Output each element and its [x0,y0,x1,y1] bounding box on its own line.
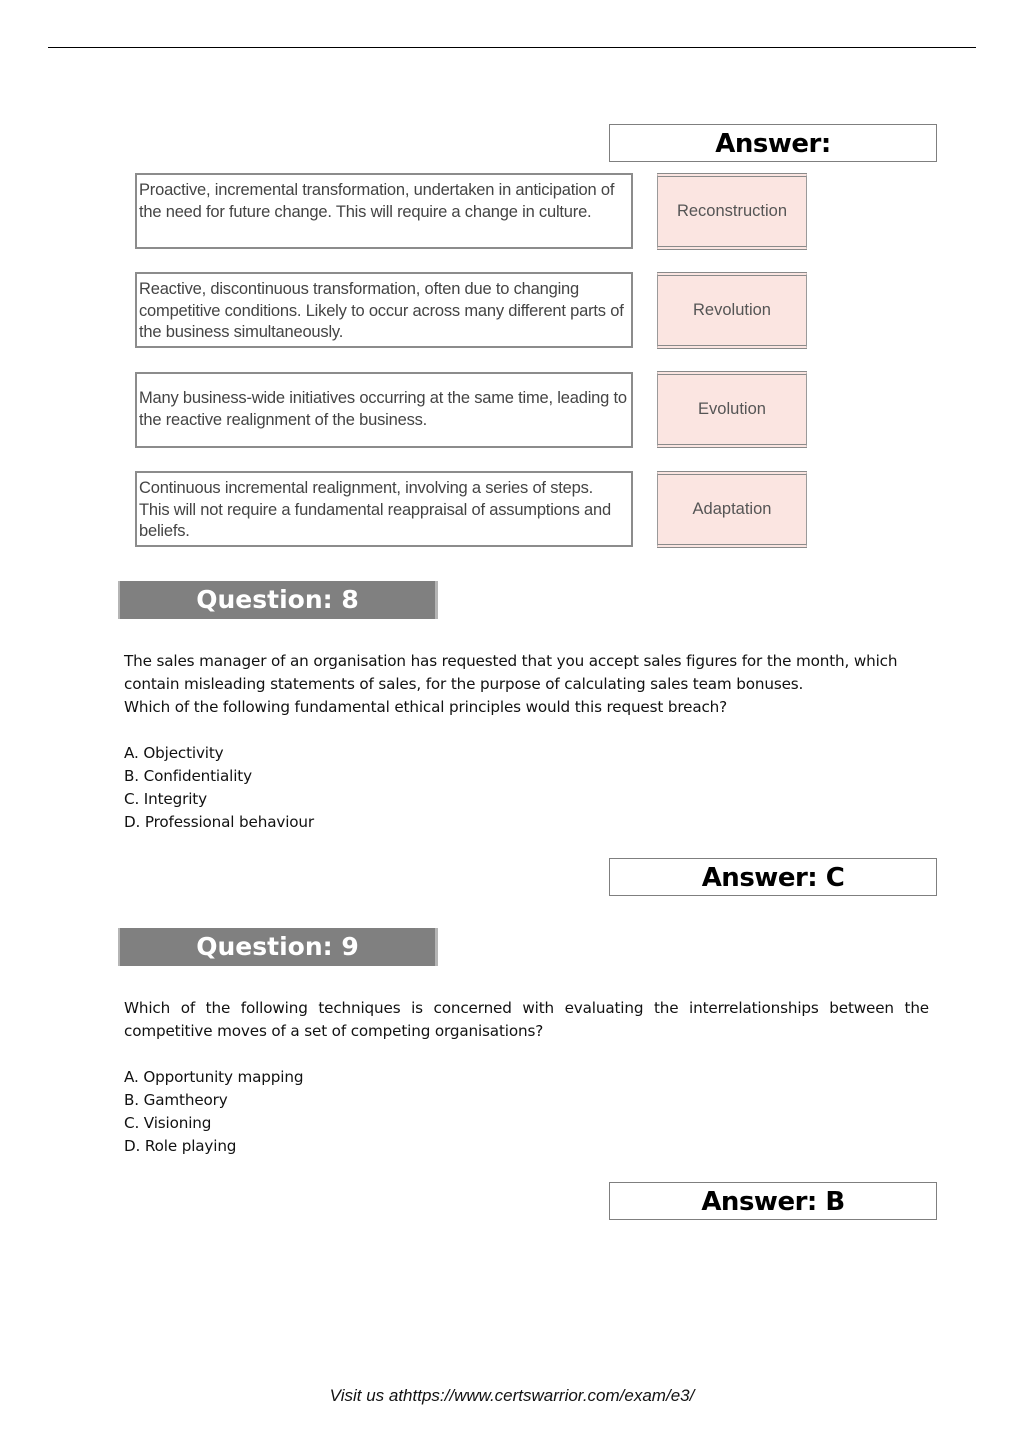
answer-label: Answer: [715,129,831,159]
question-9-options [124,1066,303,1158]
option-c: C. Integrity [124,790,207,808]
question-9-header: Question: 9 [118,928,438,966]
answer-box-q7 [609,124,937,162]
question-8-text [124,650,929,719]
question-8-stem: The sales manager of an organisation has requested that you accept sales figures for the month, which contain misleading statements of sales, for the purpose of calculating sales team bonuses. [124,652,898,693]
answer-box-q9 [609,1182,937,1220]
answer-box-q8 [609,858,937,896]
match-term-label: Revolution [693,301,771,319]
match-description-4: Continuous incremental realignment, involving a series of steps. This will not require a fundamental reappraisal of assumptions and beliefs. [135,471,633,547]
match-term-4 [657,471,807,548]
answer-text: Answer: B [701,1187,845,1217]
answer-text: Answer: C [701,863,845,893]
match-term-1 [657,173,807,250]
option-b: B. Gamtheory [124,1091,228,1109]
option-b: B. Confidentiality [124,767,252,785]
option-a: A. Objectivity [124,744,224,762]
option-c: C. Visioning [124,1114,212,1132]
option-d: D. Professional behaviour [124,813,314,831]
top-rule [48,47,976,48]
match-description-3: Many business-wide initiatives occurring at the same time, leading to the reactive realignment of the business. [135,372,633,448]
option-d: D. Role playing [124,1137,237,1155]
question-8-options [124,742,314,834]
match-term-2 [657,272,807,349]
question-8-header: Question: 8 [118,581,438,619]
option-a: A. Opportunity mapping [124,1068,304,1086]
match-term-label: Reconstruction [676,202,788,220]
match-term-label: Adaptation [692,500,772,518]
match-term-3 [657,371,807,448]
question-9-text [124,997,929,1043]
match-description-2: Reactive, discontinuous transformation, often due to changing competitive conditions. Likely to occur across many different parts of the business simultaneously. [135,272,633,348]
question-9-stem: Which of the following techniques is concerned with evaluating the interrelationships between the competitive moves of a set of competing organisations? [124,999,929,1040]
match-description-1: Proactive, incremental transformation, undertaken in anticipation of the need for future change. This will require a change in culture. [135,173,633,249]
footer-link-text[interactable]: Visit us athttps://www.certswarrior.com/exam/e3/ [329,1386,695,1405]
question-8-prompt: Which of the following fundamental ethical principles would this request breach? [124,698,728,716]
match-term-label: Evolution [698,400,766,418]
